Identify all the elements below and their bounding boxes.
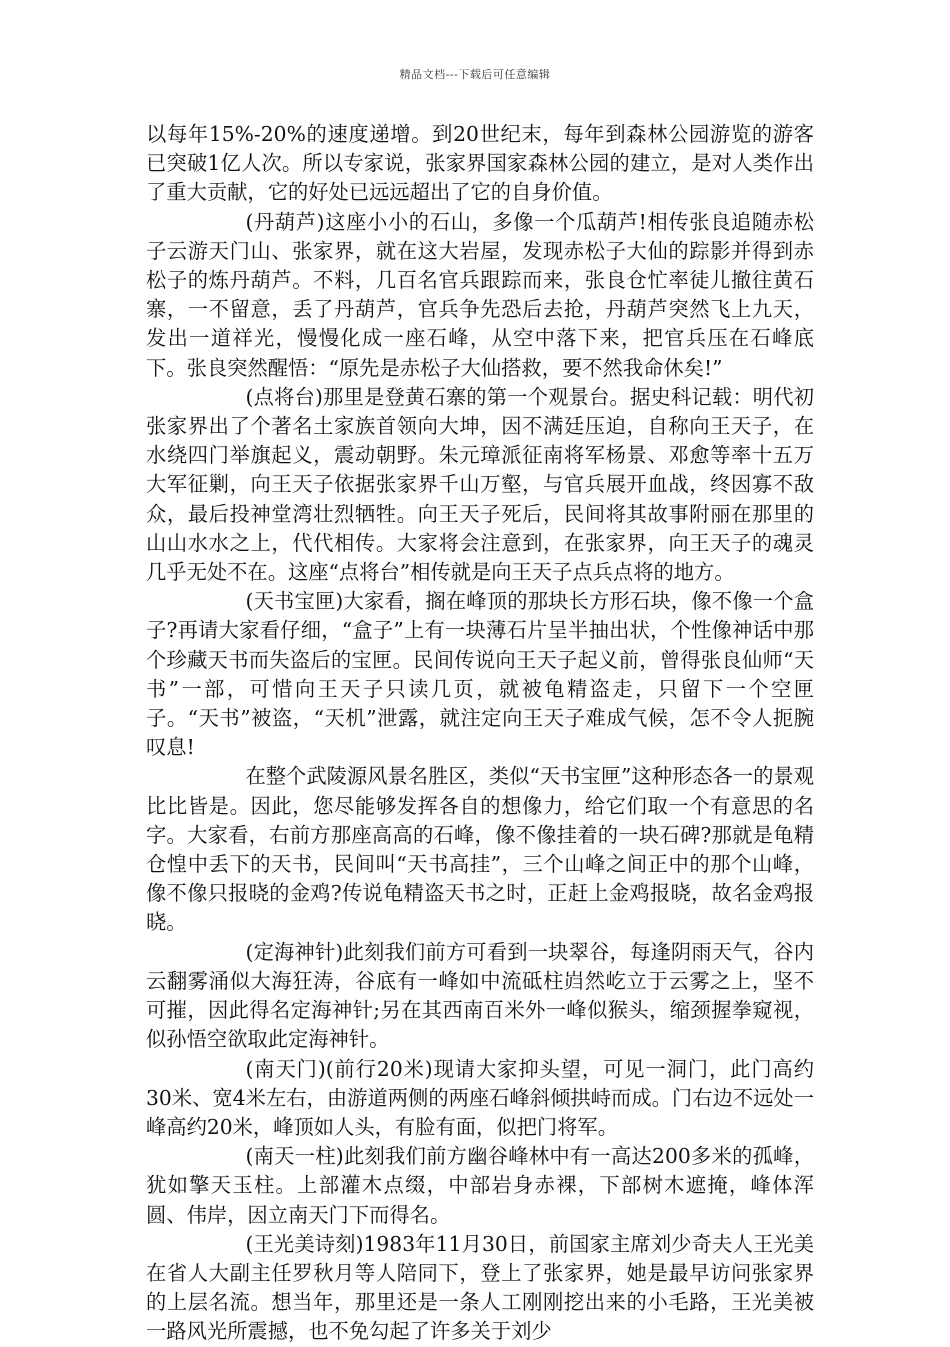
- paragraph-2: (丹葫芦)这座小小的石山，多像一个瓜葫芦!相传张良追随赤松子云游天门山、张家界，就在这大岩屋，发现赤松子大仙的踪影并得到赤松子的炼丹葫芦。不料，几百名官兵跟踪而来，张良仓忙率徒儿撤往黄石寨，一不留意，丢了丹葫芦，官兵争先恐后去抢，丹葫芦突然飞上九天，发出一道祥光，慢慢化成一座石峰，从空中落下来，把官兵压在石峰底下。张良突然醒悟：“原先是赤松子大仙搭救，要不然我命休矣!”: [146, 209, 814, 380]
- paragraph-7: (南天门)(前行20米)现请大家抑头望，可见一洞门，此门高约30米、宽4米左右，由游道两侧的两座石峰斜倾拱峙而成。门右边不远处一峰高约20米，峰顶如人头，有脸有面，似把门将军。: [146, 1056, 814, 1139]
- paragraph-6: (定海神针)此刻我们前方可看到一块翠谷，每逢阴雨天气，谷内云翻雾涌似大海狂涛，谷底有一峰如中流砥柱岿然屹立于云雾之上，坚不可摧，因此得名定海神针;另在其西南百米外一峰似猴头，缩颈握拳窥视，似孙悟空欲取此定海神针。: [146, 939, 814, 1052]
- page-header: 精品文档---下载后可任意编辑: [399, 68, 551, 81]
- paragraph-8: (南天一柱)此刻我们前方幽谷峰林中有一高达200多米的孤峰，犹如擎天玉柱。上部灌木点缀，中部岩身赤裸，下部树木遮掩，峰体浑圆、伟岸，因立南天门下而得名。: [146, 1144, 814, 1227]
- paragraph-9: (王光美诗刻)1983年11月30日，前国家主席刘少奇夫人王光美在省人大副主任罗秋月等人陪同下，登上了张家界，她是最早访问张家界的上层名流。想当年，那里还是一条人工刚刚挖出来的小毛路，王光美被一路风光所震撼，也不免勾起了许多关于刘少: [146, 1231, 814, 1344]
- paragraph-4: (天书宝匣)大家看，搁在峰顶的那块长方形石块，像不像一个盒子?再请大家看仔细，“盒子”上有一块薄石片呈半抽出状，个性像神话中那个珍藏天书而失盗后的宝匣。民间传说向王天子起义前，曾得张良仙师“天书”一部，可惜向王天子只读几页，就被龟精盗走，只留下一个空匣子。“天书”被盗，“天机”泄露，就注定向王天子难成气候，怎不令人扼腕叹息!: [146, 589, 814, 760]
- paragraph-5: 在整个武陵源风景名胜区，类似“天书宝匣”这种形态各一的景观比比皆是。因此，您尽能够发挥各自的想像力，给它们取一个有意思的名字。大家看，右前方那座高高的石峰，像不像挂着的一块石碑?那就是龟精仓惶中丢下的天书，民间叫“天书高挂”，三个山峰之间正中的那个山峰，像不像只报晓的金鸡?传说龟精盗天书之时，正赶上金鸡报晓，故名金鸡报晓。: [146, 764, 814, 935]
- paragraph-1: 以每年15%-20%的速度递增。到20世纪末，每年到森林公园游览的游客已突破1亿人次。所以专家说，张家界国家森林公园的建立，是对人类作出了重大贡献，它的好处已远远超出了它的自身价值。: [146, 122, 814, 205]
- document-body: [146, 120, 814, 1347]
- paragraph-3: (点将台)那里是登黄石寨的第一个观景台。据史科记载：明代初张家界出了个著名土家族首领向大坤，因不满廷压迫，自称向王天子，在水绕四门举旗起义，震动朝野。朱元璋派征南将军杨景、邓愈等率十五万大军征剿，向王天子依据张家界千山万壑，与官兵展开血战，终因寡不敌众，最后投神堂湾壮烈牺牲。向王天子死后，民间将其故事附丽在那里的山山水水之上，代代相传。大家将会注意到，在张家界，向王天子的魂灵几乎无处不在。这座“点将台”相传就是向王天子点兵点将的地方。: [146, 384, 814, 585]
